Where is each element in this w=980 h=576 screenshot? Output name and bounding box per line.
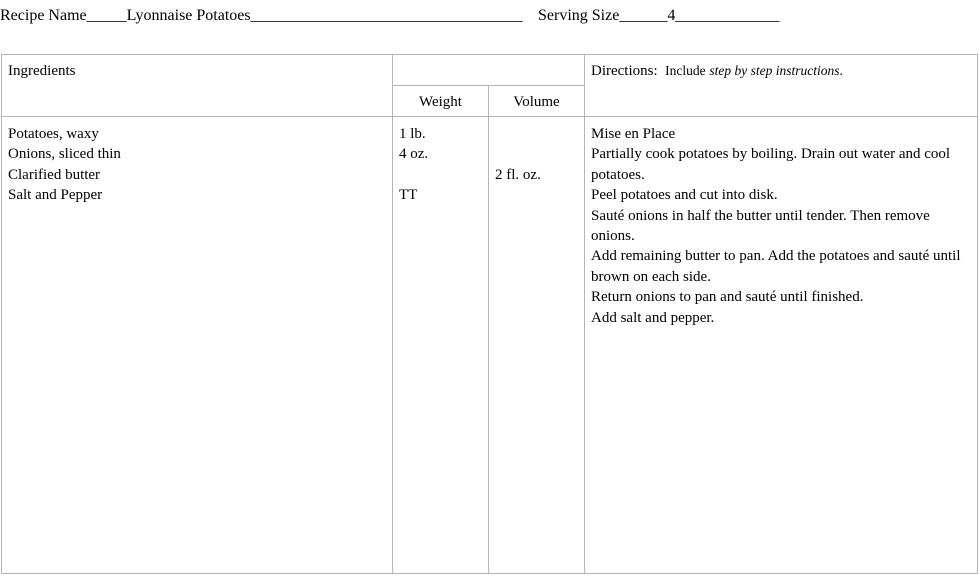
recipe-name-value: Lyonnaise Potatoes bbox=[126, 7, 251, 24]
directions-instruction: step by step instructions bbox=[709, 63, 840, 78]
ingredient-weight: 4 oz. bbox=[399, 146, 429, 163]
directions-column bbox=[585, 117, 978, 574]
ingredient-weight: 1 lb. bbox=[399, 126, 426, 142]
volume-column bbox=[489, 117, 585, 574]
directions-include: Include bbox=[665, 63, 706, 78]
volume-header: Volume bbox=[489, 86, 585, 117]
ingredient-volume: 2 fl. oz. bbox=[495, 166, 541, 183]
serving-size-label: Serving Size bbox=[538, 7, 620, 24]
recipe-table bbox=[1, 54, 978, 574]
serving-size-line: Serving Size______4_____________ bbox=[538, 7, 780, 24]
serving-size-value: 4 bbox=[667, 7, 676, 24]
ingredient-name: Salt and Pepper bbox=[8, 187, 103, 204]
ingredient-volume-empty bbox=[495, 144, 580, 164]
direction-step: Partially cook potatoes by boiling. Drain out water and cool potatoes. bbox=[591, 146, 951, 183]
weight-header: Weight bbox=[393, 86, 489, 117]
ingredient-name: Potatoes, waxy bbox=[8, 126, 99, 142]
recipe-name-label: Recipe Name bbox=[0, 7, 87, 24]
direction-step: Mise en Place bbox=[591, 126, 676, 142]
direction-step: Sauté onions in half the butter until tender. Then remove onions. bbox=[591, 207, 930, 245]
recipe-name-line: Recipe Name_____Lyonnaise Potatoes__________________________________ bbox=[0, 7, 523, 24]
direction-step: Add remaining butter to pan. Add the potatoes and sauté until brown on each side. bbox=[591, 248, 961, 285]
directions-label: Directions: bbox=[591, 63, 658, 79]
ingredient-name: Onions, sliced thin bbox=[8, 146, 121, 163]
ingredients-header: Ingredients bbox=[2, 55, 393, 117]
ingredient-name: Clarified butter bbox=[8, 166, 101, 183]
directions-header bbox=[585, 55, 978, 117]
ingredient-volume-empty bbox=[495, 124, 580, 144]
ingredients-column bbox=[2, 117, 393, 574]
weight-column bbox=[393, 117, 489, 574]
directions-period: . bbox=[839, 63, 843, 78]
ingredient-weight: TT bbox=[399, 187, 418, 204]
direction-step: Add salt and pepper. bbox=[591, 309, 715, 326]
ingredient-weight-empty bbox=[399, 165, 484, 185]
direction-step: Return onions to pan and sauté until finished. bbox=[591, 289, 864, 306]
measure-header-blank bbox=[393, 55, 585, 86]
direction-step: Peel potatoes and cut into disk. bbox=[591, 187, 778, 204]
